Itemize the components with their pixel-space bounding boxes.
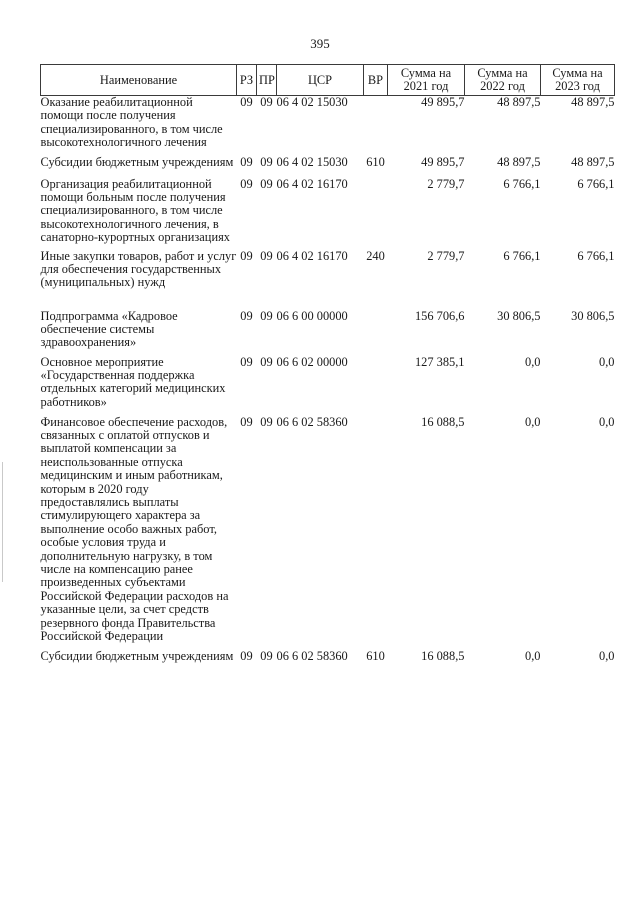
row-name: Субсидии бюджетным учреждениям xyxy=(40,648,234,663)
header-sum-2023: Сумма на 2023 год xyxy=(541,65,615,96)
header-csr: ЦСР xyxy=(277,65,364,96)
budget-table xyxy=(40,64,615,672)
row-sum-2023: 48 897,5 xyxy=(571,154,615,169)
table-row xyxy=(41,178,615,250)
row-pr: 09 xyxy=(260,248,273,263)
row-vr xyxy=(364,96,388,156)
header-pr: ПР xyxy=(257,65,277,96)
row-vr xyxy=(364,356,388,416)
row-vr xyxy=(364,178,388,250)
row-vr xyxy=(364,310,388,356)
row-rz: 09 xyxy=(240,648,253,663)
row-name: Основное мероприятие «Государственная поддержка отдельных категорий медицинских работников» xyxy=(40,354,226,409)
row-sum-2022: 6 766,1 xyxy=(503,176,541,191)
row-sum-2023: 30 806,5 xyxy=(571,308,615,323)
row-sum-2023: 6 766,1 xyxy=(577,176,615,191)
row-sum-2021: 16 088,5 xyxy=(421,414,465,429)
row-pr: 09 xyxy=(260,648,273,663)
row-csr: 06 6 02 00000 xyxy=(276,354,348,369)
row-sum-2022: 0,0 xyxy=(525,414,541,429)
row-sum-2023: 48 897,5 xyxy=(571,95,615,109)
row-sum-2022: 48 897,5 xyxy=(497,154,541,169)
row-pr: 09 xyxy=(260,154,273,169)
row-name: Оказание реабилитационной помощи после получения специализированного, в том числе высокотехнологичного лечения xyxy=(40,95,223,150)
row-sum-2022: 0,0 xyxy=(525,648,541,663)
row-sum-2023: 0,0 xyxy=(599,648,615,663)
row-sum-2021: 2 779,7 xyxy=(427,176,465,191)
row-rz: 09 xyxy=(240,176,253,191)
row-sum-2021: 156 706,6 xyxy=(414,308,465,323)
row-pr: 09 xyxy=(260,354,273,369)
row-sum-2021: 127 385,1 xyxy=(414,354,465,369)
row-vr: 610 xyxy=(366,154,385,169)
row-pr: 09 xyxy=(260,95,273,109)
row-csr: 06 4 02 15030 xyxy=(276,95,348,109)
header-name: Наименование xyxy=(41,65,237,96)
header-sum-2022: Сумма на 2022 год xyxy=(465,65,541,96)
row-sum-2022: 6 766,1 xyxy=(503,248,541,263)
row-rz: 09 xyxy=(240,414,253,429)
row-pr: 09 xyxy=(260,308,273,323)
row-sum-2022: 30 806,5 xyxy=(497,308,541,323)
row-sum-2021: 49 895,7 xyxy=(421,95,465,109)
row-csr: 06 4 02 16170 xyxy=(276,176,348,191)
row-name: Иные закупки товаров, работ и услуг для обеспечения государственных (муниципальных) нужд xyxy=(40,248,237,290)
row-vr xyxy=(364,416,388,650)
header-sum-2021: Сумма на 2021 год xyxy=(388,65,465,96)
scan-margin-line xyxy=(2,462,3,582)
row-sum-2021: 2 779,7 xyxy=(427,248,465,263)
row-sum-2022: 0,0 xyxy=(525,354,541,369)
table-row xyxy=(41,356,615,416)
row-vr: 610 xyxy=(366,648,385,663)
row-name: Субсидии бюджетным учреждениям xyxy=(40,154,234,169)
header-vr: ВР xyxy=(364,65,388,96)
table-row xyxy=(41,250,615,310)
row-name: Финансовое обеспечение расходов, связанных с оплатой отпусков и выплатой компенсации за неиспользованные отпуска медицинским и иным работникам, которым в 2020 году предоставлялись выплаты стимулирующего характера за выполнение особо важных работ, особые условия труда и дополнительную нагрузку, в том числе на компенсацию ранее произведенных субъектами Российской Федерации расходов на указанные цели, за счет средств резервного фонда Правительства Российской Федерации xyxy=(40,414,229,643)
row-rz: 09 xyxy=(240,154,253,169)
row-sum-2021: 16 088,5 xyxy=(421,648,465,663)
row-rz: 09 xyxy=(240,95,253,109)
row-pr: 09 xyxy=(260,176,273,191)
row-sum-2023: 0,0 xyxy=(599,414,615,429)
row-csr: 06 4 02 15030 xyxy=(276,154,348,169)
row-vr: 240 xyxy=(366,248,385,263)
row-rz: 09 xyxy=(240,308,253,323)
row-csr: 06 6 02 58360 xyxy=(276,648,348,663)
row-name: Организация реабилитационной помощи больным после получения специализированного, в том числе высокотехнологичного лечения, в санаторно-курортных организациях xyxy=(40,176,230,245)
row-csr: 06 6 02 58360 xyxy=(276,414,348,429)
row-pr: 09 xyxy=(260,414,273,429)
row-csr: 06 6 00 00000 xyxy=(276,308,348,323)
table-row xyxy=(41,156,615,178)
row-sum-2022: 48 897,5 xyxy=(497,95,541,109)
row-name: Подпрограмма «Кадровое обеспечение системы здравоохранения» xyxy=(40,308,178,350)
row-csr: 06 4 02 16170 xyxy=(276,248,348,263)
table-row xyxy=(41,416,615,650)
header-rz: РЗ xyxy=(237,65,257,96)
row-rz: 09 xyxy=(240,354,253,369)
page-number: 395 xyxy=(310,36,330,51)
row-sum-2021: 49 895,7 xyxy=(421,154,465,169)
row-sum-2023: 6 766,1 xyxy=(577,248,615,263)
table-header-row xyxy=(41,65,615,96)
row-rz: 09 xyxy=(240,248,253,263)
table-row xyxy=(41,96,615,156)
table-row xyxy=(41,310,615,356)
row-sum-2023: 0,0 xyxy=(599,354,615,369)
table-row xyxy=(41,650,615,672)
